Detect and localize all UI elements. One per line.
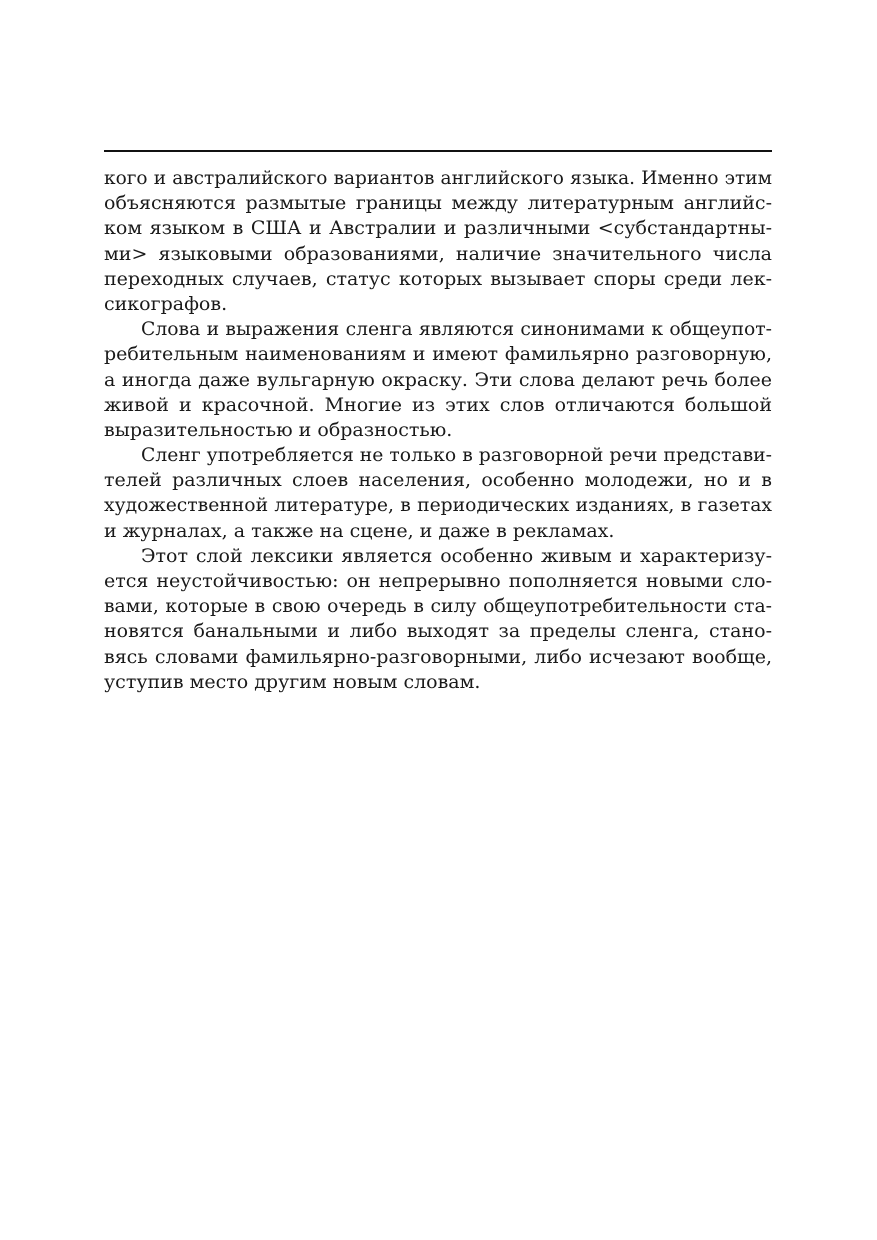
text-line: и журналах, а также на сцене, и даже в рекламах. bbox=[104, 519, 615, 542]
text-line: кого и австралийского вариантов английского языка. Именно этим bbox=[104, 168, 772, 189]
text-line: ком языком в США и Австралии и различными <субстандартны- bbox=[104, 217, 772, 240]
paragraph-4 bbox=[104, 544, 772, 695]
text-line: вясь словами фамильярно-разговорными, либо исчезают вообще, bbox=[104, 645, 772, 668]
text-line: Сленг употребляется не только в разговорной речи представи- bbox=[141, 445, 772, 467]
text-line: живой и красочной. Многие из этих слов отличаются большой bbox=[104, 393, 772, 416]
text-line: Этот слой лексики является особенно живым и характеризу- bbox=[141, 544, 772, 567]
text-line: переходных случаев, статус которых вызывает споры среди лек- bbox=[104, 267, 772, 290]
text-line: выразительностью и образностью. bbox=[104, 418, 453, 441]
text-line: ребительным наименованиям и имеют фамильярно разговорную, bbox=[104, 343, 772, 366]
text-line: Слова и выражения сленга являются синонимами к общеупот- bbox=[141, 319, 772, 341]
paragraph-2 bbox=[104, 317, 772, 443]
text-line: уступив место другим новым словам. bbox=[104, 670, 481, 693]
text-line: сикографов. bbox=[104, 292, 228, 315]
body-text bbox=[104, 166, 772, 695]
text-line: а иногда даже вульгарную окраску. Эти слова делают речь более bbox=[104, 368, 772, 391]
paragraph-3 bbox=[104, 443, 772, 544]
text-line: художественной литературе, в периодических изданиях, в газетах bbox=[104, 495, 772, 517]
text-line: новятся банальными и либо выходят за пределы сленга, стано- bbox=[104, 620, 772, 643]
header-rule bbox=[104, 150, 772, 152]
text-line: ми> языковыми образованиями, наличие значительного числа bbox=[104, 242, 772, 265]
page-body bbox=[104, 150, 772, 695]
text-line: телей различных слоев населения, особенно молодежи, но и в bbox=[104, 469, 772, 492]
paragraph-1 bbox=[104, 166, 772, 317]
text-line: объясняются размытые границы между литературным английс- bbox=[104, 192, 772, 215]
text-line: вами, которые в свою очередь в силу общеупотребительности ста- bbox=[104, 596, 772, 618]
text-line: ется неустойчивостью: он непрерывно пополняется новыми сло- bbox=[104, 570, 772, 592]
